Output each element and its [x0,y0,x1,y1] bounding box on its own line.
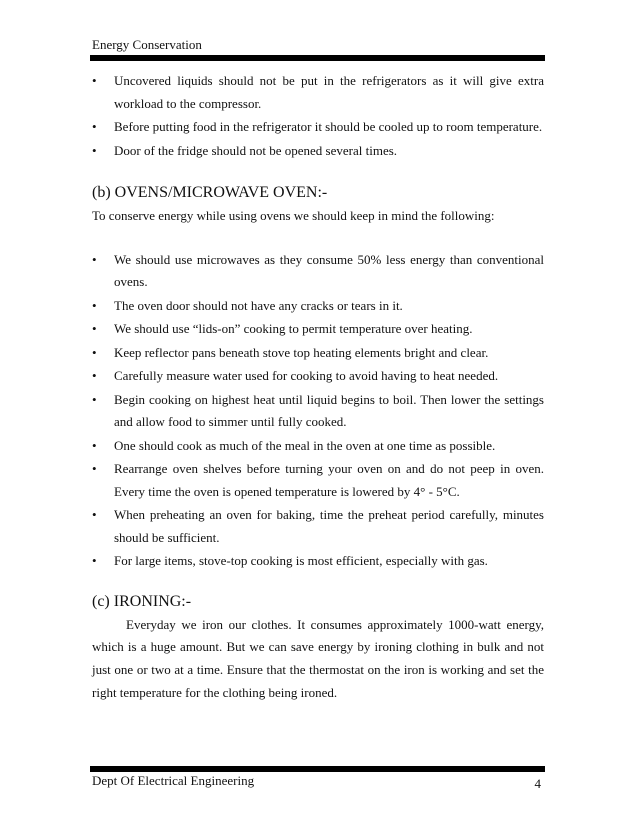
list-item: • One should cook as much of the meal in the oven at one time as possible. [92,435,544,458]
oven-tips-list [92,249,544,573]
list-item: • We should use microwaves as they consume 50% less energy than conventional ovens. [92,249,544,294]
footer-department: Dept Of Electrical Engineering [92,773,255,788]
bullet-icon: • [92,437,97,453]
list-item: • We should use “lids-on” cooking to permit temperature over heating. [92,318,544,341]
bullet-icon: • [92,251,97,267]
list-item: • For large items, stove-top cooking is most efficient, especially with gas. [92,550,544,573]
header-title: Energy Conservation [92,37,202,52]
list-item: • Uncovered liquids should not be put in the refrigerators as it will give extra workload to the compressor. [92,70,544,115]
page-content [92,70,544,704]
refrigerator-tips-list [92,70,544,162]
page-number: 4 [534,776,541,791]
bullet-icon: • [92,321,97,336]
footer-rule [90,766,545,772]
bullet-icon: • [92,553,97,568]
bullet-icon: • [92,391,97,407]
list-item: • Door of the fridge should not be opened several times. [92,140,544,163]
bullet-icon: • [92,297,97,313]
bullet-icon: • [92,119,97,134]
list-item: • Rearrange oven shelves before turning your oven on and do not peep in oven. Every time the oven is opened temperature is lowered by 4° - 5°C. [92,458,544,503]
bullet-icon: • [92,368,97,383]
bullet-icon: • [92,73,97,88]
list-item: • Before putting food in the refrigerator it should be cooled up to room temperature. [92,116,544,139]
list-item: • The oven door should not have any cracks or tears in it. [92,295,544,318]
bullet-icon: • [92,507,97,522]
list-item: • When preheating an oven for baking, time the preheat period carefully, minutes should be sufficient. [92,504,544,549]
section-heading-ovens: (b) OVENS/MICROWAVE OVEN:- [92,184,328,201]
list-item: • Keep reflector pans beneath stove top heating elements bright and clear. [92,342,544,365]
list-item: • Carefully measure water used for cooking to avoid having to heat needed. [92,365,544,388]
bullet-icon: • [92,344,97,360]
bullet-icon: • [92,461,97,476]
section-heading-ironing: (c) IRONING:- [92,592,192,610]
list-item: • Begin cooking on highest heat until liquid begins to boil. Then lower the settings and allow food to simmer until fully cooked. [92,389,544,434]
ironing-paragraph: Everyday we iron our clothes. It consumes approximately 1000-watt energy, which is a huge amount. But we can save energy by ironing clothing in bulk and not just one or two at a time. Ensure that the thermostat on the iron is working and set the right temperature for the clothing being ironed. [92,616,544,700]
section-intro-ovens: To conserve energy while using ovens we should keep in mind the following: [92,208,495,223]
header-rule [90,55,545,61]
bullet-icon: • [92,142,97,158]
